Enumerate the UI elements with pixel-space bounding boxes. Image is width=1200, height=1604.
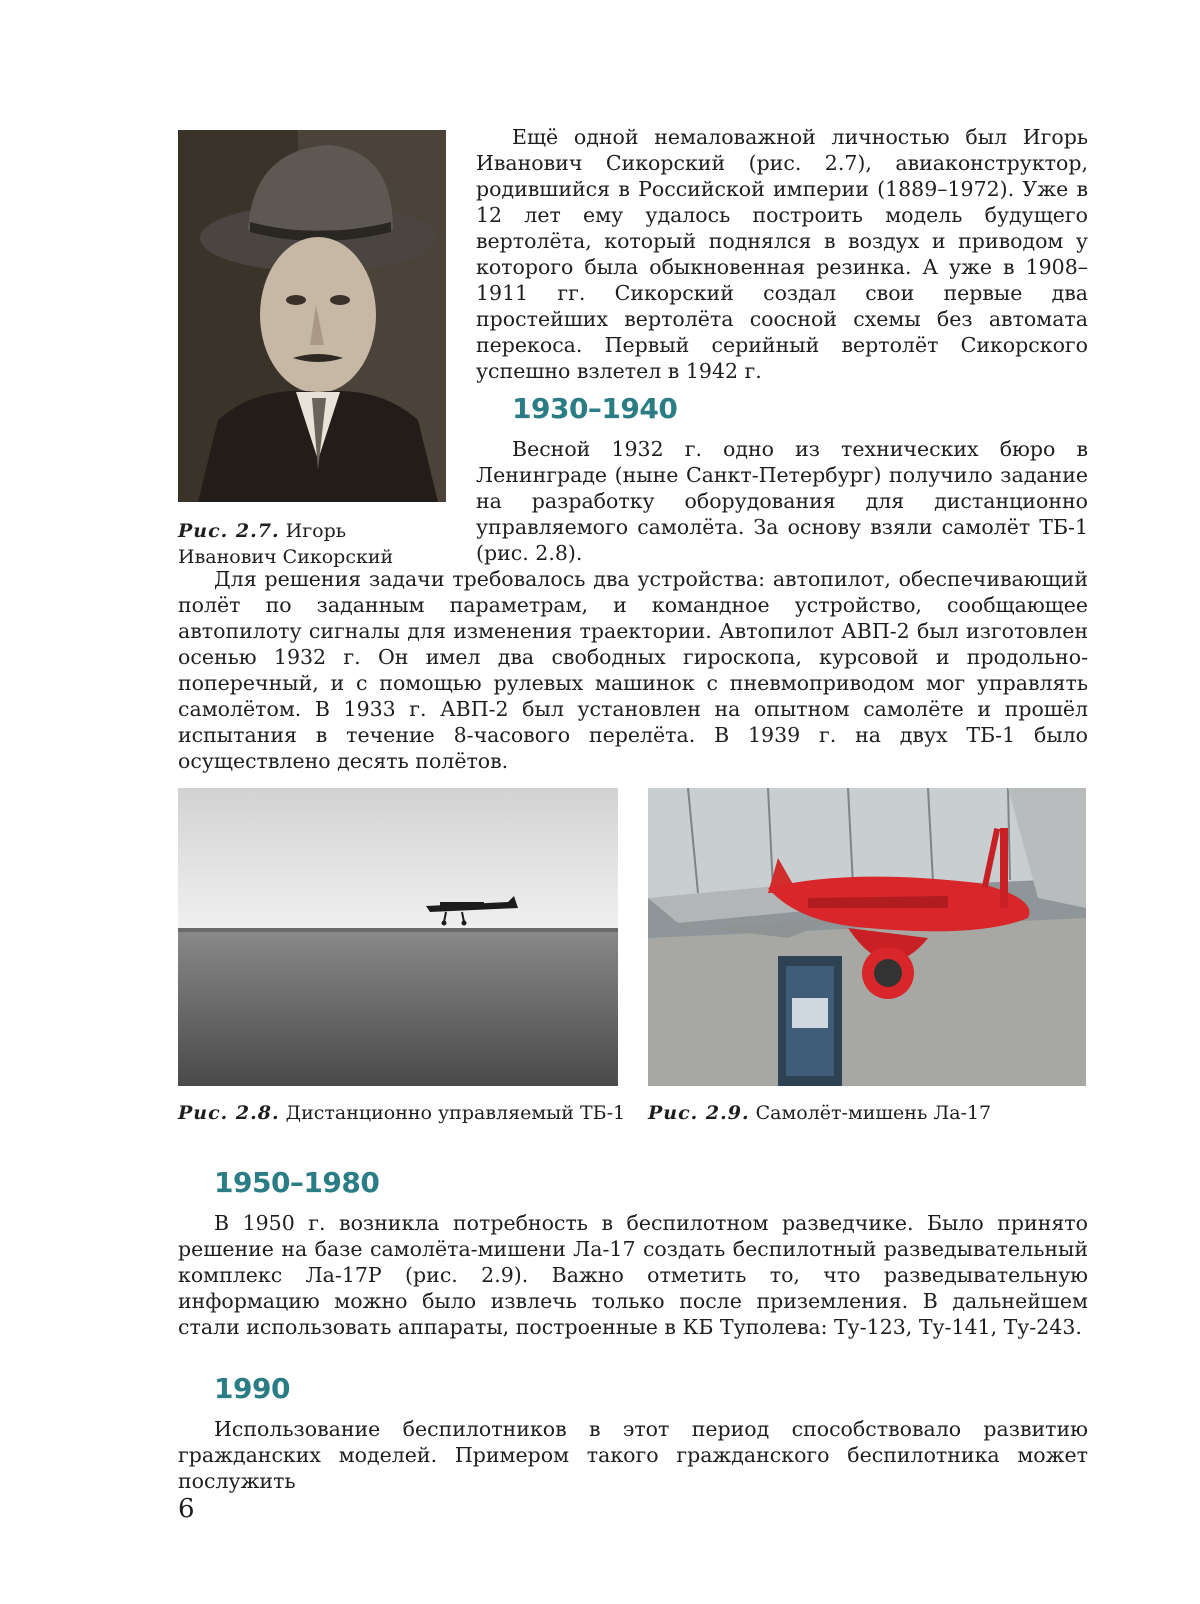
intro-text: [476, 124, 1088, 384]
section-1990-text: [178, 1416, 1088, 1494]
section-1950-paragraph: В 1950 г. возникла потребность в беспилотном разведчике. Было принято решение на базе самолёта-мишени Ла-17 создать беспилотный разведывательный комплекс Ла-17Р (рис. 2.9). Важно отметить то, что разведывательную информацию можно было извлечь только после приземления. В дальнейшем стали использовать аппараты, построенные в КБ Туполева: Ту-123, Ту-141, Ту-243.: [178, 1211, 1088, 1339]
intro-paragraph: Ещё одной немаловажной личностью был Игорь Иванович Сикорский (рис. 2.7), авиаконструктор, родившийся в Российской империи (1889–1972). Уже в 12 лет ему удалось построить модель будущего вертолёта, который поднялся в воздух и приводом у которого была обыкновенная резинка. А уже в 1908–1911 гг. Сикорский создал свои первые два простейших вертолёта соосной схемы без автомата перекоса. Первый серийный вертолёт Сикорского успешно взлетел в 1942 г.: [476, 125, 1088, 383]
section-1990-paragraph: Использование беспилотников в этот период способствовало развитию гражданских моделей. Примером такого гражданского беспилотника может послужить: [178, 1417, 1088, 1493]
section-1930-text: [178, 436, 1088, 774]
figure-caption-text: Дистанционно управляемый ТБ-1: [285, 1102, 626, 1124]
heading-1950-1980: 1950–1980: [214, 1166, 380, 1199]
heading-1990: 1990: [214, 1372, 290, 1405]
section-1950-text: [178, 1210, 1088, 1340]
tb1-flight-image: [178, 788, 618, 1086]
figure-2-9-caption: [648, 1100, 1088, 1126]
heading-1930-1940: 1930–1940: [512, 392, 678, 425]
figure-2-8-caption: [178, 1100, 628, 1126]
figure-label: Рис. 2.9.: [648, 1102, 750, 1124]
wrap-spacer: [178, 436, 476, 566]
figure-2-9-photo: [648, 788, 1086, 1086]
page-number: 6: [178, 1494, 195, 1524]
section-1930-paragraph-1: Весной 1932 г. одно из технических бюро в Ленинграде (ныне Санкт-Петербург) получило задание на разработку оборудования для дистанционно управляемого самолёта. За основу взяли самолёт ТБ-1 (рис. 2.8).: [476, 437, 1088, 565]
figure-caption-text: Игорь Иванович Сикорский: [178, 520, 394, 568]
figure-label: Рис. 2.8.: [178, 1102, 280, 1124]
figure-caption-text: Самолёт-мишень Ла-17: [755, 1102, 992, 1124]
la17-target-drone-image: [648, 788, 1086, 1086]
section-1930-paragraph-2: Для решения задачи требовалось два устройства: автопилот, обеспечивающий полёт по заданным параметрам, и командное устройство, сообщающее автопилоту сигналы для изменения траектории. Автопилот АВП-2 был изготовлен осенью 1932 г. Он имел два свободных гироскопа, курсовой и продольно-поперечный, и с помощью рулевых машинок с пневмоприводом мог управлять самолётом. В 1933 г. АВП-2 был установлен на опытном самолёте и прошёл испытания в течение 8-часового перелёта. В 1939 г. на двух ТБ-1 было осуществлено десять полётов.: [178, 567, 1088, 773]
figure-label: Рис. 2.7.: [178, 520, 280, 542]
figure-2-8-photo: [178, 788, 618, 1086]
